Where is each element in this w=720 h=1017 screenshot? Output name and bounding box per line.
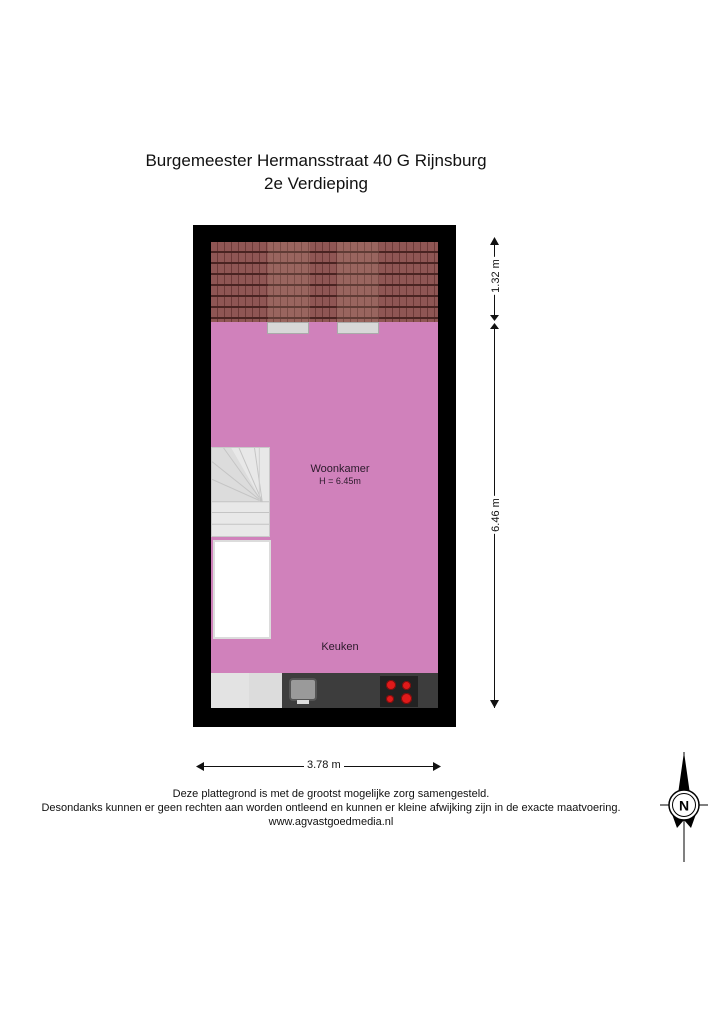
address-title: Burgemeester Hermansstraat 40 G Rijnsburg	[145, 151, 487, 170]
skylight-left	[267, 322, 309, 334]
kitchen-counter-light	[211, 673, 249, 708]
arrow-up-icon	[490, 237, 499, 245]
room-label-woonkamer: Woonkamer	[310, 463, 370, 475]
skylight-shade-left	[268, 242, 310, 322]
roof-tiles	[211, 242, 438, 322]
dimension-label-3-78: 3.78 m	[304, 759, 344, 771]
room-height-label: H = 6.45m	[319, 476, 361, 486]
cooktop-icon	[380, 676, 418, 707]
dimension-label-1-32: 1.32 m	[489, 259, 502, 293]
burner-icon	[386, 695, 394, 703]
floor-title: 2e Verdieping	[264, 174, 368, 193]
arrow-right-icon	[433, 762, 441, 771]
website-link[interactable]: www.agvastgoedmedia.nl	[268, 816, 394, 828]
disclaimer-line-2: Desondanks kunnen er geen rechten aan worden ontleend en kunnen er kleine afwijking zijn in de exacte maatvoering.	[41, 802, 621, 814]
room-label-keuken: Keuken	[321, 641, 359, 653]
arrow-left-icon	[196, 762, 204, 771]
skylight-shade-right	[337, 242, 379, 322]
disclaimer-line-1: Deze plattegrond is met de grootst mogelijke zorg samengesteld.	[172, 788, 490, 800]
stair-steps-icon	[212, 448, 269, 536]
skylight-right	[337, 322, 379, 334]
north-arrow-icon	[658, 752, 712, 862]
faucet-icon	[297, 700, 309, 704]
stair-void	[213, 540, 271, 639]
dimension-label-6-46: 6.46 m	[489, 498, 502, 532]
kitchen-counter-light-2	[249, 673, 282, 708]
compass-label: N	[678, 797, 690, 814]
burner-icon	[401, 693, 412, 704]
sink-icon	[289, 678, 317, 701]
burner-icon	[386, 680, 396, 690]
dimension-tick-icon	[490, 315, 499, 329]
arrow-down-icon	[490, 700, 499, 708]
burner-icon	[402, 681, 411, 690]
staircase	[211, 447, 270, 537]
